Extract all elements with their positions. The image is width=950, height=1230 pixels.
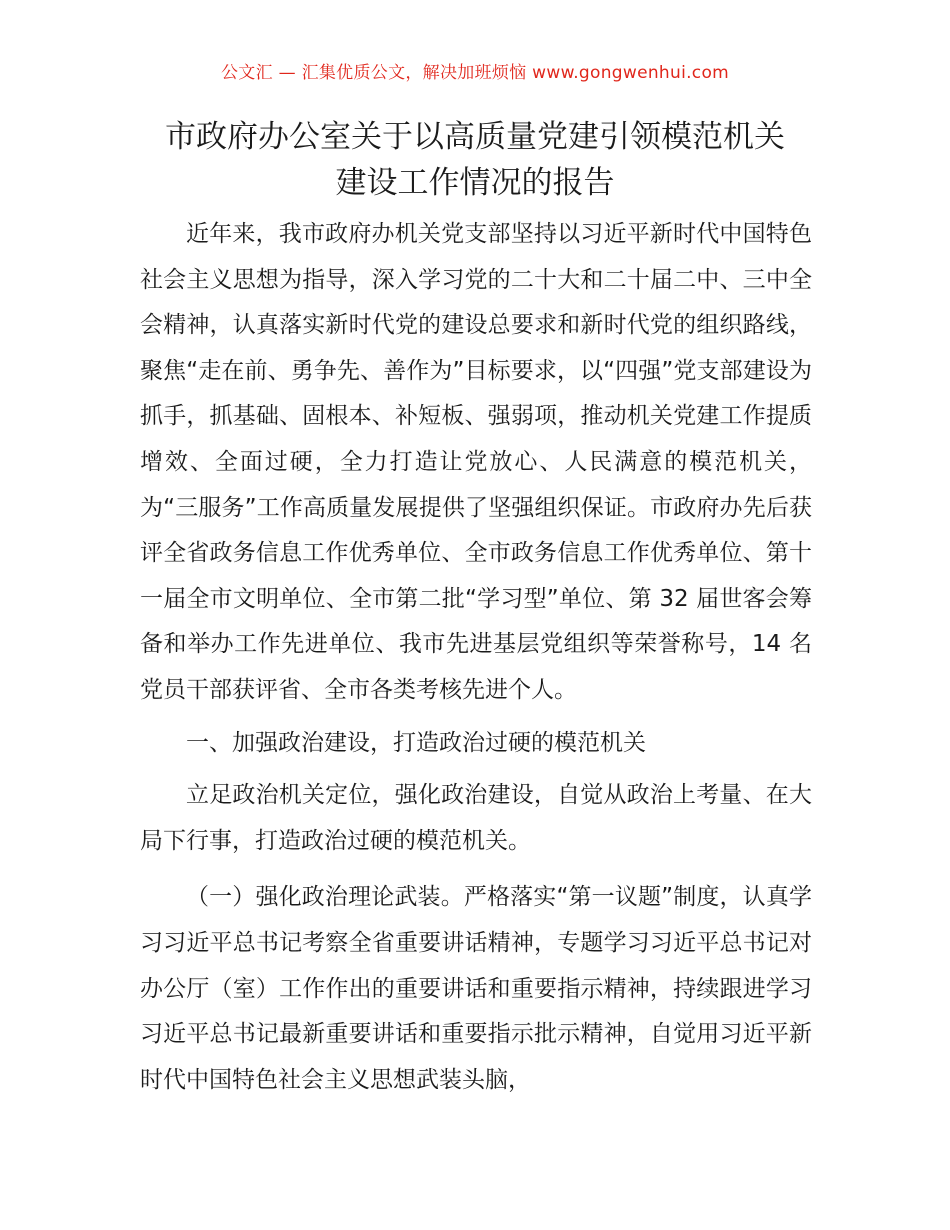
header-banner: 公文汇 — 汇集优质公文，解决加班烦恼 www.gongwenhui.com xyxy=(220,63,730,83)
intro-paragraph: 近年来，我市政府办机关党支部坚持以习近平新时代中国特色社会主义思想为指导，深入学习党的二十大和二十届二中、三中全会精神，认真落实新时代党的建设总要求和新时代党的组织路线，聚焦“走在前、勇争先、善作为”目标要求，以“四强”党支部建设为抓手，抓基础、固根本、补短板、强弱项，推动机关党建工作提质增效、全面过硬，全力打造让党放心、人民满意的模范机关，为“三服务”工作高质量发展提供了坚强组织保证。市政府办先后获评全省政务信息工作优秀单位、全市政务信息工作优秀单位、第十一届全市文明单位、全市第二批“学习型”单位、第 32 届世客会筹备和举办工作先进单位、我市先进基层党组织等荣誉称号，14 名党员干部获评省、全市各类考核先进个人。 xyxy=(140,221,812,703)
document-body xyxy=(140,212,812,1103)
document-title xyxy=(100,114,850,206)
section-1-paragraph: 立足政治机关定位，强化政治建设，自觉从政治上考量、在大局下行事，打造政治过硬的模范机关。 xyxy=(140,782,812,854)
subsection-1-paragraph: （一）强化政治理论武装。严格落实“第一议题”制度，认真学习习近平总书记考察全省重要讲话精神，专题学习习近平总书记对办公厅（室）工作作出的重要讲话和重要指示精神，持续跟进学习习近平总书记最新重要讲话和重要指示批示精神，自觉用习近平新时代中国特色社会主义思想武装头脑， xyxy=(140,884,812,1093)
document-title-line-1: 市政府办公室关于以高质量党建引领模范机关 xyxy=(165,119,785,155)
document-title-line-2: 建设工作情况的报告 xyxy=(335,165,615,201)
section-heading-1: 一、加强政治建设，打造政治过硬的模范机关 xyxy=(186,729,646,756)
